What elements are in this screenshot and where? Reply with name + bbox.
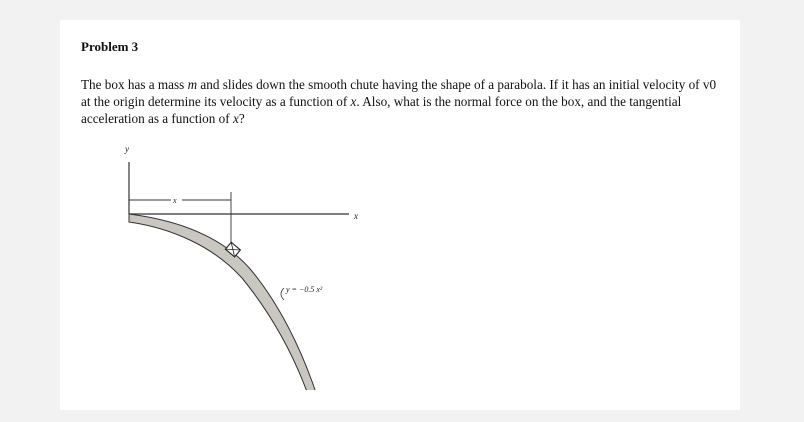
y-axis-label: y [125, 144, 129, 154]
x-distance-label: x [173, 196, 177, 205]
x-axis-label: x [354, 211, 358, 221]
equation-label: y = −0.5 x² [286, 285, 323, 294]
x-symbol-1: x [350, 94, 357, 109]
x-symbol-2: x [232, 111, 239, 126]
problem-title: Problem 3 [81, 39, 139, 54]
parabolic-chute-figure [116, 140, 376, 390]
chute-surface [129, 214, 319, 390]
statement-part-1: The box has a mass [81, 77, 188, 92]
problem-card [60, 20, 740, 410]
statement-part-3: . Also, what is the normal force on the box, and the tangential acceleration as a function of [81, 94, 682, 126]
statement-part-2: and slides down the smooth chute having the shape of a parabola. If it has an initial velocity of v0 at the origin determine its velocity as a function of [81, 77, 717, 109]
statement-part-4: ? [238, 111, 245, 126]
problem-statement [81, 76, 721, 127]
mass-symbol: m [187, 77, 198, 92]
equation-leader [281, 288, 284, 300]
